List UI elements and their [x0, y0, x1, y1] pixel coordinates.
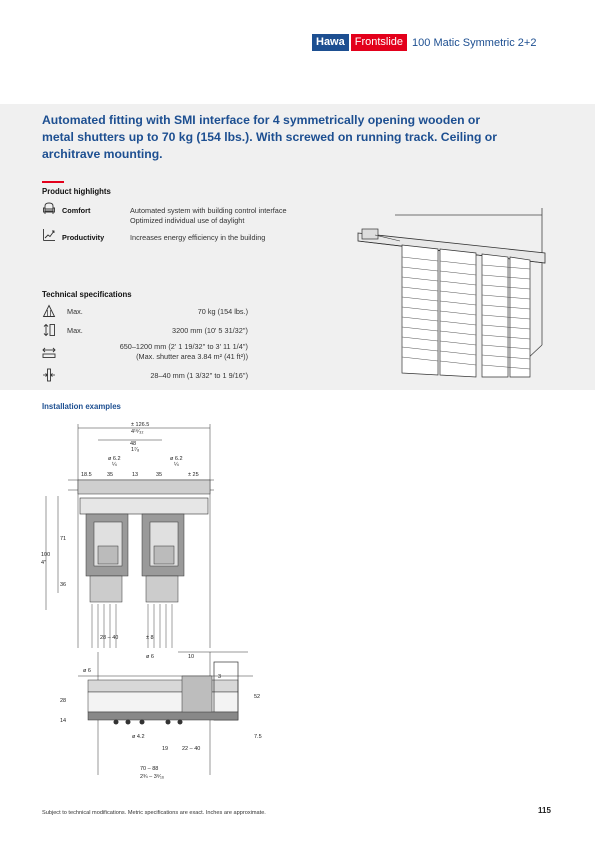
dim-label: 7.5 [254, 734, 262, 740]
highlight-text: Increases energy efficiency in the building [130, 233, 266, 242]
spec-row-weight [42, 304, 252, 320]
thickness-icon [42, 368, 56, 382]
dim-label: 13 [132, 472, 139, 478]
dim-label: ± 8 [146, 635, 154, 641]
highlights-title: Product highlights [42, 187, 111, 196]
specs-title: Technical specifications [42, 290, 132, 299]
dim-label: 10 [188, 654, 195, 660]
dim-label: ± 25 [188, 472, 199, 478]
spec-value-note: (Max. shutter area 3.84 m² (41 ft²)) [136, 352, 248, 361]
red-rule [42, 181, 64, 183]
dim-label: 35 [107, 472, 114, 478]
spec-value: 650–1200 mm (2' 1 19/32'' to 3' 11 1/4'') [119, 342, 248, 351]
spec-row-height [42, 323, 252, 339]
spec-label: Max. [67, 326, 83, 335]
dim-label: ¼ [112, 462, 117, 468]
height-icon [42, 323, 56, 337]
product-title: 100 Matic Symmetric 2+2 [412, 36, 537, 49]
dim-label: 1⁷⁄₈ [131, 447, 140, 453]
installation-drawing-top [38, 418, 218, 648]
brand-header [312, 34, 536, 51]
dim-label: 4″ [41, 560, 47, 566]
dim-label: ¼ [174, 462, 179, 468]
spec-value: 28–40 mm (1 3/32'' to 1 9/16'') [150, 371, 248, 380]
dim-label: 19 [162, 746, 169, 752]
dim-label: 48 [130, 441, 137, 447]
dim-label: 70 – 88 [140, 766, 159, 772]
dim-label: 22 – 40 [182, 746, 201, 752]
highlight-text: Optimized individual use of daylight [130, 216, 245, 225]
dim-label: ø 6.2 [108, 456, 121, 462]
brand-frontslide-logo: Frontslide [351, 34, 407, 51]
dim-label: 35 [156, 472, 163, 478]
dim-label: 2¾ – 3⁶⁄₁₆ [140, 774, 165, 780]
footer-note: Subject to technical modifications. Metric specifications are exact. Inches are approximate. [42, 810, 266, 816]
dim-label: 36 [60, 582, 67, 588]
highlight-label: Productivity [62, 233, 105, 242]
highlight-text: Automated system with building control interface [130, 206, 287, 215]
dim-label: 28 [60, 698, 67, 704]
highlight-label: Comfort [62, 206, 91, 215]
spec-value: 3200 mm (10' 5 31/32'') [172, 326, 248, 335]
weight-icon [42, 304, 56, 318]
armchair-icon [42, 201, 56, 215]
dim-label: ø 4.2 [132, 734, 145, 740]
dim-label: 18.5 [81, 472, 92, 478]
growth-chart-icon [42, 228, 56, 242]
dim-label: 28 – 40 [100, 635, 119, 641]
dim-label: ± 126.5 [131, 422, 150, 428]
product-headline: Automated fitting with SMI interface for 4 symmetrically opening wooden or metal shutters up to 70 kg (154 lbs.). With screwed on running track. Ceiling or architrave mounting. [42, 113, 497, 161]
brand-hawa-logo: Hawa [312, 34, 349, 51]
dim-label: 14 [60, 718, 67, 724]
spec-row-width [42, 341, 252, 365]
dim-label: 3 [218, 674, 222, 680]
dim-label: 71 [60, 536, 67, 542]
dim-label: 52 [254, 694, 261, 700]
dim-label: ø 6.2 [170, 456, 183, 462]
product-illustration [350, 205, 560, 385]
installation-drawing-bottom [58, 650, 273, 790]
dim-label: 4¹⁶⁄₃₂ [131, 429, 144, 435]
installation-title: Installation examples [42, 402, 121, 411]
width-icon [42, 345, 56, 359]
page-number: 115 [538, 806, 551, 815]
dim-label: ø 6 [83, 668, 91, 674]
spec-label: Max. [67, 307, 83, 316]
dim-label: 100 [41, 552, 51, 558]
dim-label: ø 6 [146, 654, 154, 660]
spec-value: 70 kg (154 lbs.) [197, 307, 248, 316]
spec-row-thickness [42, 368, 252, 384]
